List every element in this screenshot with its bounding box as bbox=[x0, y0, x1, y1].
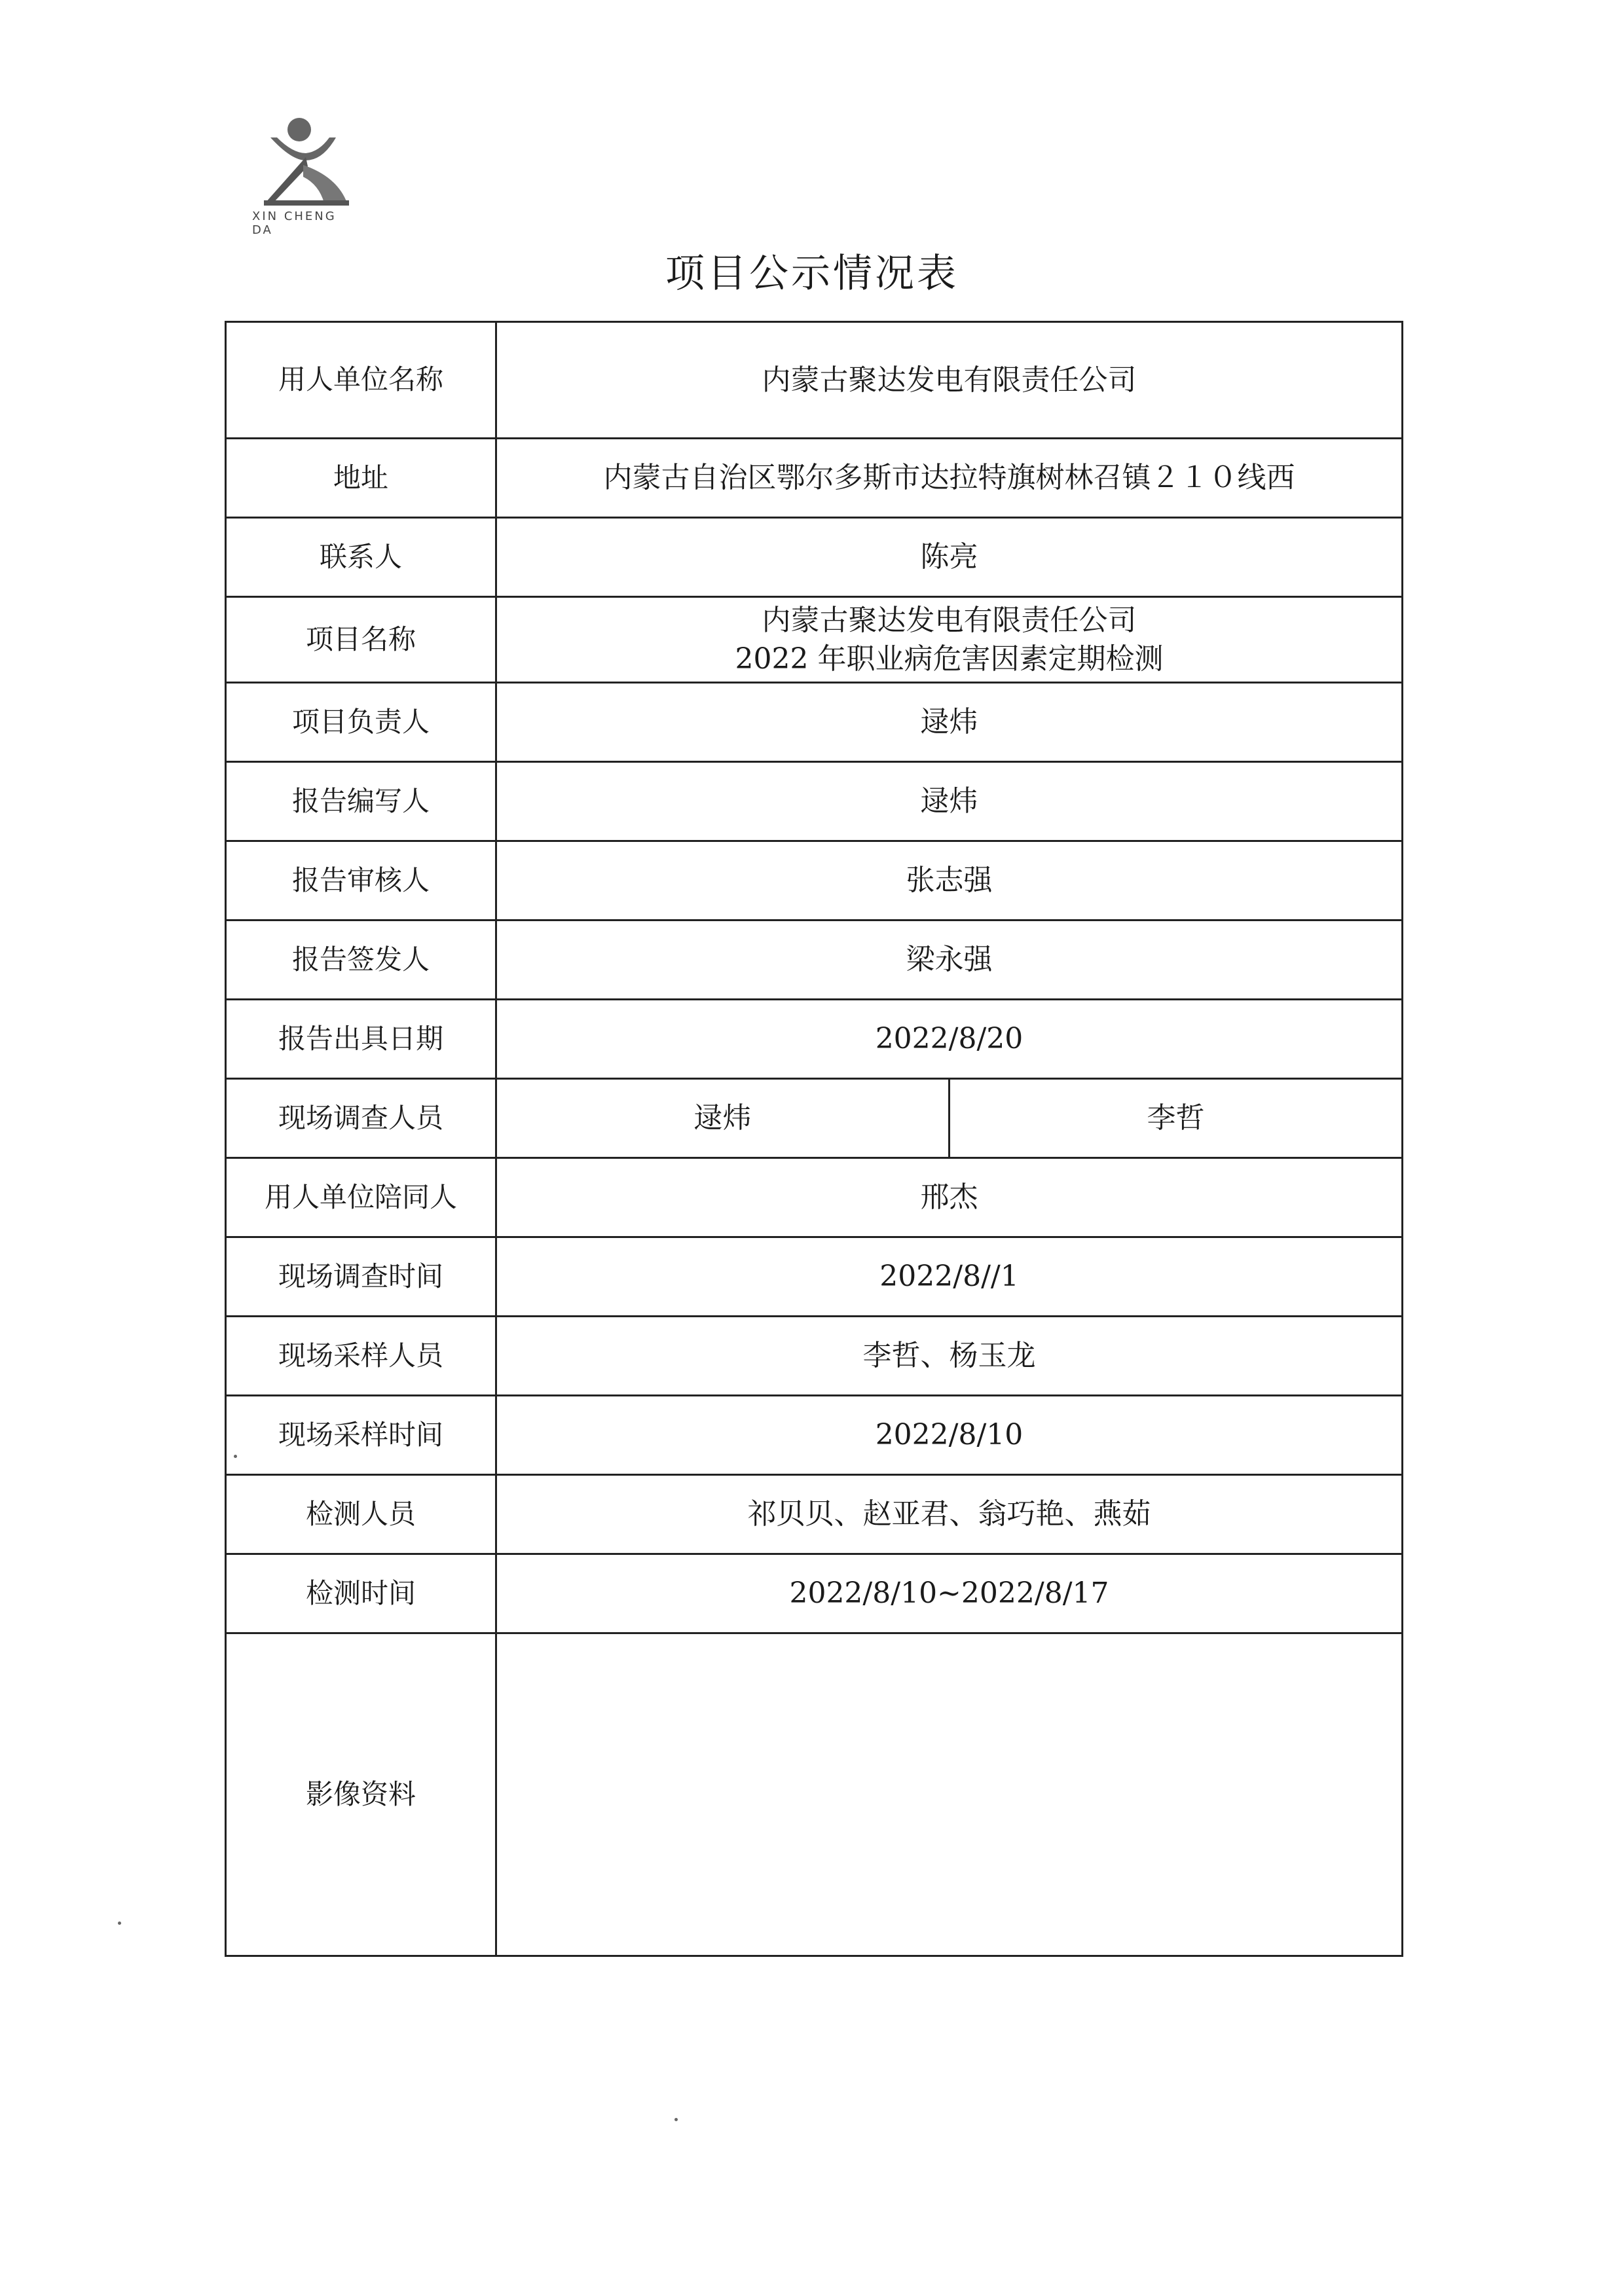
row-label: 项目名称 bbox=[226, 597, 496, 683]
report-issuer-value: 梁永强 bbox=[496, 920, 1403, 1000]
project-name-value bbox=[496, 597, 1403, 683]
logo-caption: XIN CHENG DA bbox=[252, 210, 337, 237]
table-row bbox=[226, 1554, 1403, 1633]
table-row bbox=[226, 322, 1403, 439]
row-label: 现场采样人员 bbox=[226, 1317, 496, 1396]
table-row bbox=[226, 1475, 1403, 1554]
table-row bbox=[226, 1079, 1403, 1158]
row-label: 检测时间 bbox=[226, 1554, 496, 1633]
row-label: 影像资料 bbox=[226, 1633, 496, 1956]
images-area bbox=[496, 1633, 1403, 1956]
row-label: 项目负责人 bbox=[226, 683, 496, 762]
contact-value: 陈亮 bbox=[496, 518, 1403, 597]
table-row bbox=[226, 920, 1403, 1000]
table-row bbox=[226, 1237, 1403, 1317]
row-label: 联系人 bbox=[226, 518, 496, 597]
survey-staff-value-b: 李哲 bbox=[950, 1079, 1403, 1158]
table-row bbox=[226, 597, 1403, 683]
row-label: 现场调查人员 bbox=[226, 1079, 496, 1158]
sampling-staff-value: 李哲、杨玉龙 bbox=[496, 1317, 1403, 1396]
table-row bbox=[226, 1317, 1403, 1396]
project-name-line1: 内蒙古聚达发电有限责任公司 bbox=[762, 603, 1137, 637]
row-label: 报告编写人 bbox=[226, 762, 496, 841]
scan-speck bbox=[118, 1922, 121, 1925]
row-label: 报告出具日期 bbox=[226, 1000, 496, 1079]
row-label: 检测人员 bbox=[226, 1475, 496, 1554]
scan-speck bbox=[674, 2118, 678, 2121]
testing-time-value: 2022/8/10~2022/8/17 bbox=[496, 1554, 1403, 1633]
table-row bbox=[226, 1000, 1403, 1079]
project-lead-value: 逯炜 bbox=[496, 683, 1403, 762]
address-value: 内蒙古自治区鄂尔多斯市达拉特旗树林召镇２１０线西 bbox=[496, 439, 1403, 518]
row-label: 报告签发人 bbox=[226, 920, 496, 1000]
table-row bbox=[226, 762, 1403, 841]
employer-escort-value: 邢杰 bbox=[496, 1158, 1403, 1237]
row-label: 地址 bbox=[226, 439, 496, 518]
report-author-value: 逯炜 bbox=[496, 762, 1403, 841]
row-label: 现场调查时间 bbox=[226, 1237, 496, 1317]
company-logo bbox=[246, 111, 360, 237]
table-row bbox=[226, 683, 1403, 762]
table-row bbox=[226, 1396, 1403, 1475]
report-date-value: 2022/8/20 bbox=[496, 1000, 1403, 1079]
scan-speck bbox=[234, 1455, 237, 1458]
row-label: 用人单位陪同人 bbox=[226, 1158, 496, 1237]
table-row bbox=[226, 841, 1403, 920]
table-row bbox=[226, 1633, 1403, 1956]
testing-staff-value: 祁贝贝、赵亚君、翁巧艳、燕茹 bbox=[496, 1475, 1403, 1554]
table-row bbox=[226, 439, 1403, 518]
survey-staff-value-a: 逯炜 bbox=[496, 1079, 950, 1158]
employer-name-value: 内蒙古聚达发电有限责任公司 bbox=[496, 322, 1403, 439]
row-label: 报告审核人 bbox=[226, 841, 496, 920]
report-reviewer-value: 张志强 bbox=[496, 841, 1403, 920]
project-name-line2: 2022 年职业病危害因素定期检测 bbox=[735, 642, 1164, 676]
row-label: 现场采样时间 bbox=[226, 1396, 496, 1475]
page-title: 项目公示情况表 bbox=[665, 251, 959, 297]
table-row bbox=[226, 1158, 1403, 1237]
sampling-time-value: 2022/8/10 bbox=[496, 1396, 1403, 1475]
survey-time-value: 2022/8//1 bbox=[496, 1237, 1403, 1317]
logo-mark-icon bbox=[246, 111, 360, 210]
project-info-table bbox=[225, 321, 1403, 1957]
table-row bbox=[226, 518, 1403, 597]
row-label: 用人单位名称 bbox=[226, 322, 496, 439]
